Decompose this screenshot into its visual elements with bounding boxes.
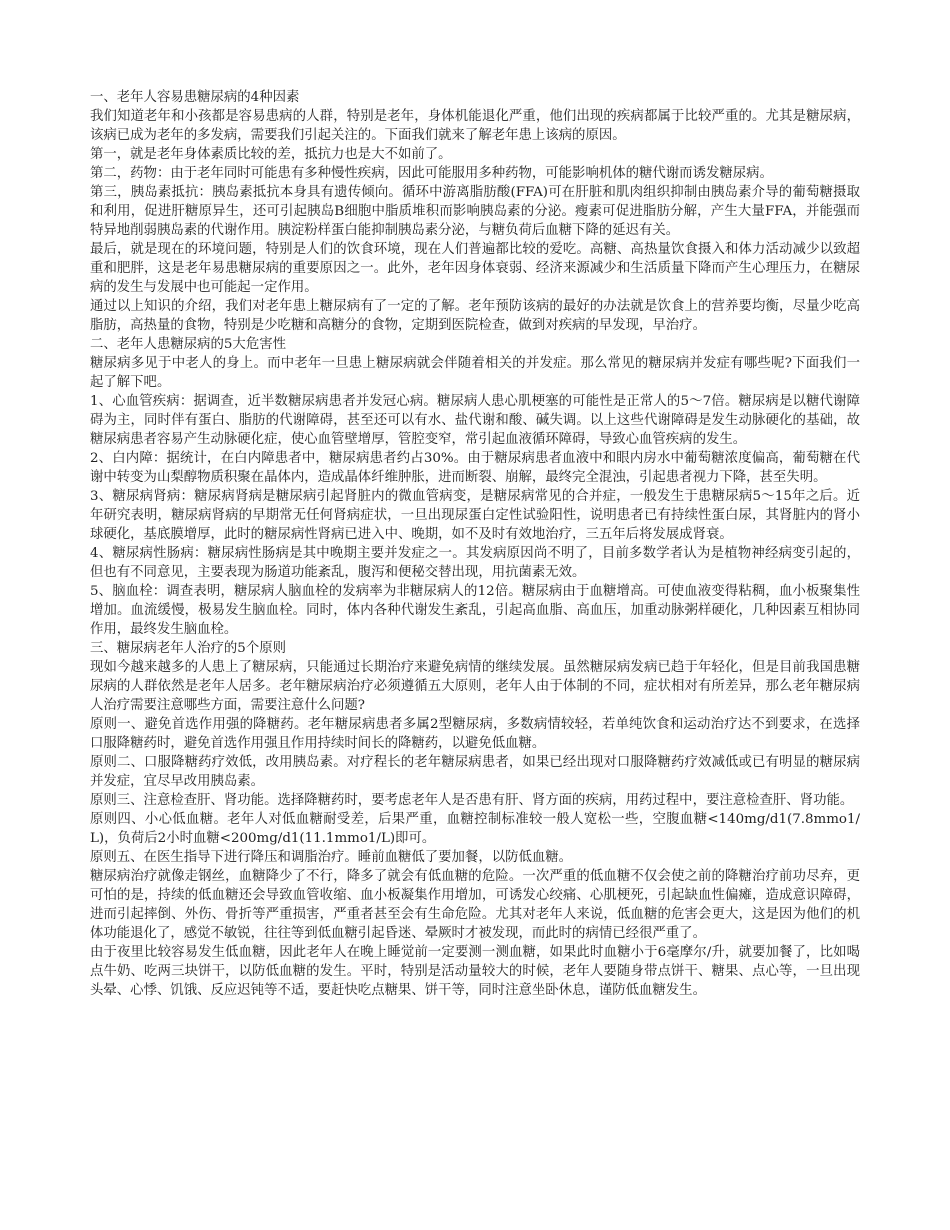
paragraph-harm-1: 1、心血管疾病：据调查，近半数糖尿病患者并发冠心病。糖尿病人患心肌梗塞的可能性是正常人的5～7倍。糖尿病是以糖代谢障碍为主，同时伴有蛋白、脂肪的代谢障碍，甚至还可以有水、盐代谢和酸、碱失调。以上这些代谢障碍是发生动脉硬化的基础，故糖尿病患者容易产生动脉硬化症，使心血管壁增厚，管腔变窄，常引起血液循环障碍，导致心血管疾病的发生。: [90, 394, 860, 447]
paragraph-principle-3: 原则三、注意检查肝、肾功能。选择降糖药时，要考虑老年人是否患有肝、肾方面的疾病，用药过程中，要注意检查肝、肾功能。: [90, 793, 854, 808]
paragraph-factor-4: 最后，就是现在的环境问题，特别是人们的饮食环境，现在人们普遍都比较的爱吃。高糖、高热量饮食摄入和体力活动减少以致超重和肥胖，这是老年易患糖尿病的重要原因之一。此外，老年因身体衰弱、经济来源减少和生活质量下降而产生心理压力，在糖尿病的发生与发展中也可能起一定作用。: [90, 242, 860, 295]
paragraph-summary-1: 通过以上知识的介绍，我们对老年患上糖尿病有了一定的了解。老年预防该病的最好的办法就是饮食上的营养要均衡，尽量少吃高脂肪，高热量的食物，特别是少吃糖和高糖分的食物，定期到医院检查，做到对疾病的早发现，早治疗。: [90, 299, 860, 333]
paragraph-principle-2: 原则二、口服降糖药疗效低，改用胰岛素。对疗程长的老年糖尿病患者，如果已经出现对口服降糖药疗效减低或已有明显的糖尿病并发症，宜尽早改用胰岛素。: [90, 755, 860, 789]
paragraph-principle-1: 原则一、避免首选作用强的降糖药。老年糖尿病患者多属2型糖尿病，多数病情较轻，若单纯饮食和运动治疗达不到要求，在选择口服降糖药时，避免首选作用强且作用持续时间长的降糖药，以避免低血糖。: [90, 717, 860, 751]
section-heading-1: 一、老年人容易患糖尿病的4种因素: [90, 90, 300, 105]
paragraph-intro: 我们知道老年和小孩都是容易患病的人群，特别是老年，身体机能退化严重，他们出现的疾病都属于比较严重的。尤其是糖尿病，该病已成为老年的多发病，需要我们引起关注的。下面我们就来了解老年患上该病的原因。: [90, 109, 860, 143]
section-heading-3: 三、糖尿病老年人治疗的5个原则: [90, 641, 286, 656]
paragraph-principle-4: 原则四、小心低血糖。老年人对低血糖耐受差，后果严重，血糖控制标准较一般人宽松一些，空腹血糖<140mg/d1(7.8mmo1/L)，负荷后2小时血糖<200mg/d1(11.1mmo1/L)即可。: [90, 812, 860, 846]
paragraph-factor-3: 第三，胰岛素抵抗：胰岛素抵抗本身具有遗传倾向。循环中游离脂肪酸(FFA)可在肝脏和肌肉组织抑制由胰岛素介导的葡萄糖摄取和利用，促进肝糖原异生，还可引起胰岛B细胞中脂质堆积而影响胰岛素的分泌。瘦素可促进脂肪分解，产生大量FFA，并能强而特异地削弱胰岛素的代谢作用。胰淀粉样蛋白能抑制胰岛素分泌，与糖负荷后血糖下降的延迟有关。: [90, 185, 860, 238]
paragraph-harm-3: 3、糖尿病肾病：糖尿病肾病是糖尿病引起肾脏内的微血管病变，是糖尿病常见的合并症，一般发生于患糖尿病5～15年之后。近年研究表明，糖尿病肾病的早期常无任何肾病症状，一旦出现尿蛋白定性试验阳性，说明患者已有持续性蛋白尿，其肾脏内的肾小球硬化，基底膜增厚，此时的糖尿病性肾病已进入中、晚期，如不及时有效地治疗，三五年后将发展成肾衰。: [90, 489, 860, 542]
paragraph-harm-5: 5、脑血栓：调查表明，糖尿病人脑血栓的发病率为非糖尿病人的12倍。糖尿病由于血糖增高。可使血液变得粘稠，血小板聚集性增加。血流缓慢，极易发生脑血栓。同时，体内各种代谢发生紊乱，引起高血脂、高血压，加重动脉粥样硬化，几种因素互相协同作用，最终发生脑血栓。: [90, 584, 860, 637]
paragraph-principle-intro: 现如今越来越多的人患上了糖尿病，只能通过长期治疗来避免病情的继续发展。虽然糖尿病发病已趋于年轻化，但是目前我国患糖尿病的人群依然是老年人居多。老年糖尿病治疗必须遵循五大原则，老年人由于体制的不同，症状相对有所差异，那么老年糖尿病人治疗需要注意哪些方面，需要注意什么问题?: [90, 660, 860, 713]
paragraph-factor-1: 第一，就是老年身体素质比较的差，抵抗力也是大不如前了。: [90, 147, 452, 162]
paragraph-harm-2: 2、白内障：据统计，在白内障患者中，糖尿病患者约占30%。由于糖尿病患者血液中和眼内房水中葡萄糖浓度偏高，葡萄糖在代谢中转变为山梨醇物质积聚在晶体内，造成晶体纤维肿胀，进而断裂、崩解，最终完全混浊，引起患者视力下降，甚至失明。: [90, 451, 860, 485]
paragraph-harm-4: 4、糖尿病性肠病：糖尿病性肠病是其中晚期主要并发症之一。其发病原因尚不明了，目前多数学者认为是植物神经病变引起的，但也有不同意见，主要表现为肠道功能紊乱，腹泻和便秘交替出现，用抗菌素无效。: [90, 546, 860, 580]
paragraph-harm-intro: 糖尿病多见于中老人的身上。而中老年一旦患上糖尿病就会伴随着相关的并发症。那么常见的糖尿病并发症有哪些呢?下面我们一起了解下吧。: [90, 356, 860, 390]
paragraph-hypoglycemia: 糖尿病治疗就像走钢丝，血糖降少了不行，降多了就会有低血糖的危险。一次严重的低血糖不仅会使之前的降糖治疗前功尽弃，更可怕的是，持续的低血糖还会导致血管收缩、血小板凝集作用增加，可诱发心绞痛、心肌梗死，引起缺血性偏瘫，造成意识障碍，进而引起摔倒、外伤、骨折等严重损害，严重者甚至会有生命危险。尤其对老年人来说，低血糖的危害会更大，这是因为他们的机体功能退化了，感觉不敏锐，往往等到低血糖引起昏迷、晕厥时才被发现，而此时的病情已经很严重了。: [90, 869, 860, 941]
paragraph-factor-2: 第二，药物：由于老年同时可能患有多种慢性疾病，因此可能服用多种药物，可能影响机体的糖代谢而诱发糖尿病。: [90, 166, 773, 181]
section-heading-2: 二、老年人患糖尿病的5大危害性: [90, 337, 286, 352]
paragraph-night-advice: 由于夜里比较容易发生低血糖，因此老年人在晚上睡觉前一定要测一测血糖，如果此时血糖小于6毫摩尔/升，就要加餐了，比如喝点牛奶、吃两三块饼干，以防低血糖的发生。平时，特别是活动量较大的时候，老年人要随身带点饼干、糖果、点心等，一旦出现头晕、心悸、饥饿、反应迟钝等不适，要赶快吃点糖果、饼干等，同时注意坐卧休息，谨防低血糖发生。: [90, 945, 860, 998]
paragraph-principle-5: 原则五、在医生指导下进行降压和调脂治疗。睡前血糖低了要加餐，以防低血糖。: [90, 850, 573, 865]
